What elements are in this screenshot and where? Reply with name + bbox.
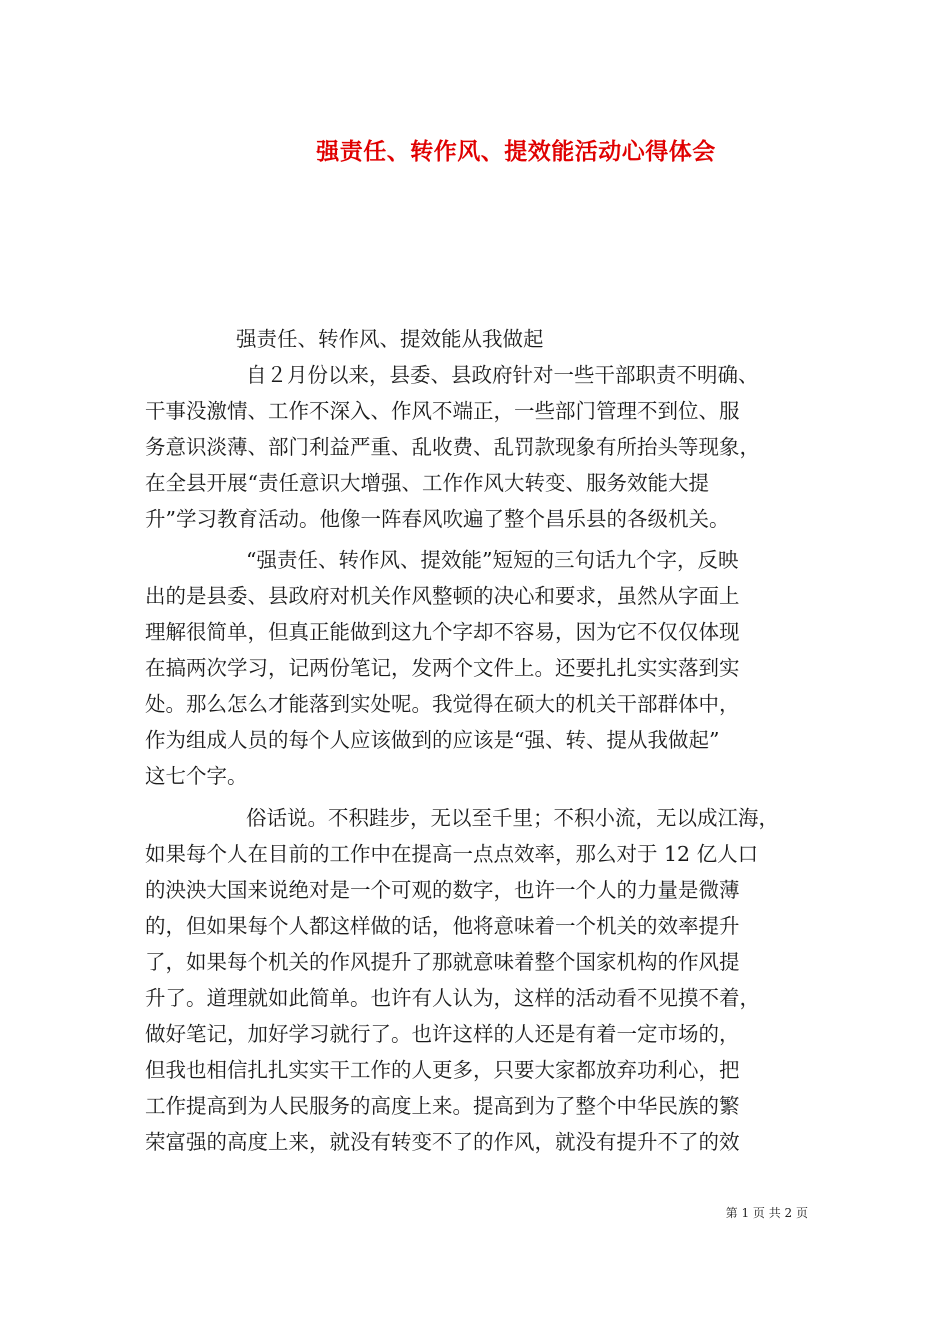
paragraph-line: “强责任、转作风、提效能”短短的三句话九个字，反映 <box>246 548 739 572</box>
paragraph-line: 务意识淡薄、部门利益严重、乱收费、乱罚款现象有所抬头等现象， <box>145 435 760 459</box>
paragraph-line: 的，但如果每个人都这样做的话，他将意味着一个机关的效率提升 <box>145 914 740 938</box>
paragraph-line: 理解很简单，但真正能做到这九个字却不容易，因为它不仅仅体现 <box>145 620 740 644</box>
document-title: 强责任、转作风、提效能活动心得体会 <box>316 138 716 165</box>
subtitle-line: 强责任、转作风、提效能从我做起 <box>236 327 544 351</box>
paragraph-line: 俗话说。不积跬步，无以至千里；不积小流，无以成江海， <box>246 806 779 830</box>
paragraph-line: 荣富强的高度上来，就没有转变不了的作风，就没有提升不了的效 <box>145 1130 740 1154</box>
paragraph-line: 升了。道理就如此简单。也许有人认为，这样的活动看不见摸不着， <box>145 986 760 1010</box>
paragraph-line: 干事没激情、工作不深入、作风不端正，一些部门管理不到位、服 <box>145 399 740 423</box>
paragraph-line: 处。那么怎么才能落到实处呢。我觉得在硕大的机关干部群体中， <box>145 692 740 716</box>
paragraph-line: 的泱泱大国来说绝对是一个可观的数字，也许一个人的力量是微薄 <box>145 878 740 902</box>
paragraph-line: 在搞两次学习，记两份笔记，发两个文件上。还要扎扎实实落到实 <box>145 656 740 680</box>
paragraph-line: 工作提高到为人民服务的高度上来。提高到为了整个中华民族的繁 <box>145 1094 740 1118</box>
paragraph-line: 出的是县委、县政府对机关作风整顿的决心和要求，虽然从字面上 <box>145 584 740 608</box>
paragraph-line: 作为组成人员的每个人应该做到的应该是“强、转、提从我做起” <box>145 728 720 752</box>
paragraph-line: 在全县开展“责任意识大增强、工作作风大转变、服务效能大提 <box>145 471 709 495</box>
paragraph-line: 自２月份以来，县委、县政府针对一些干部职责不明确、 <box>246 363 759 387</box>
paragraph-line: 做好笔记，加好学习就行了。也许这样的人还是有着一定市场的， <box>145 1022 740 1046</box>
paragraph-line: 但我也相信扎扎实实干工作的人更多，只要大家都放弃功利心，把 <box>145 1058 740 1082</box>
paragraph-line: 如果每个人在目前的工作中在提高一点点效率，那么对于 12 亿人口 <box>145 842 759 866</box>
paragraph-line: 了，如果每个机关的作风提升了那就意味着整个国家机构的作风提 <box>145 950 740 974</box>
paragraph-line: 升”学习教育活动。他像一阵春风吹遍了整个昌乐县的各级机关。 <box>145 507 730 531</box>
paragraph-line: 这七个字。 <box>145 764 248 788</box>
page-number: 第 1 页 共 2 页 <box>725 1206 808 1220</box>
